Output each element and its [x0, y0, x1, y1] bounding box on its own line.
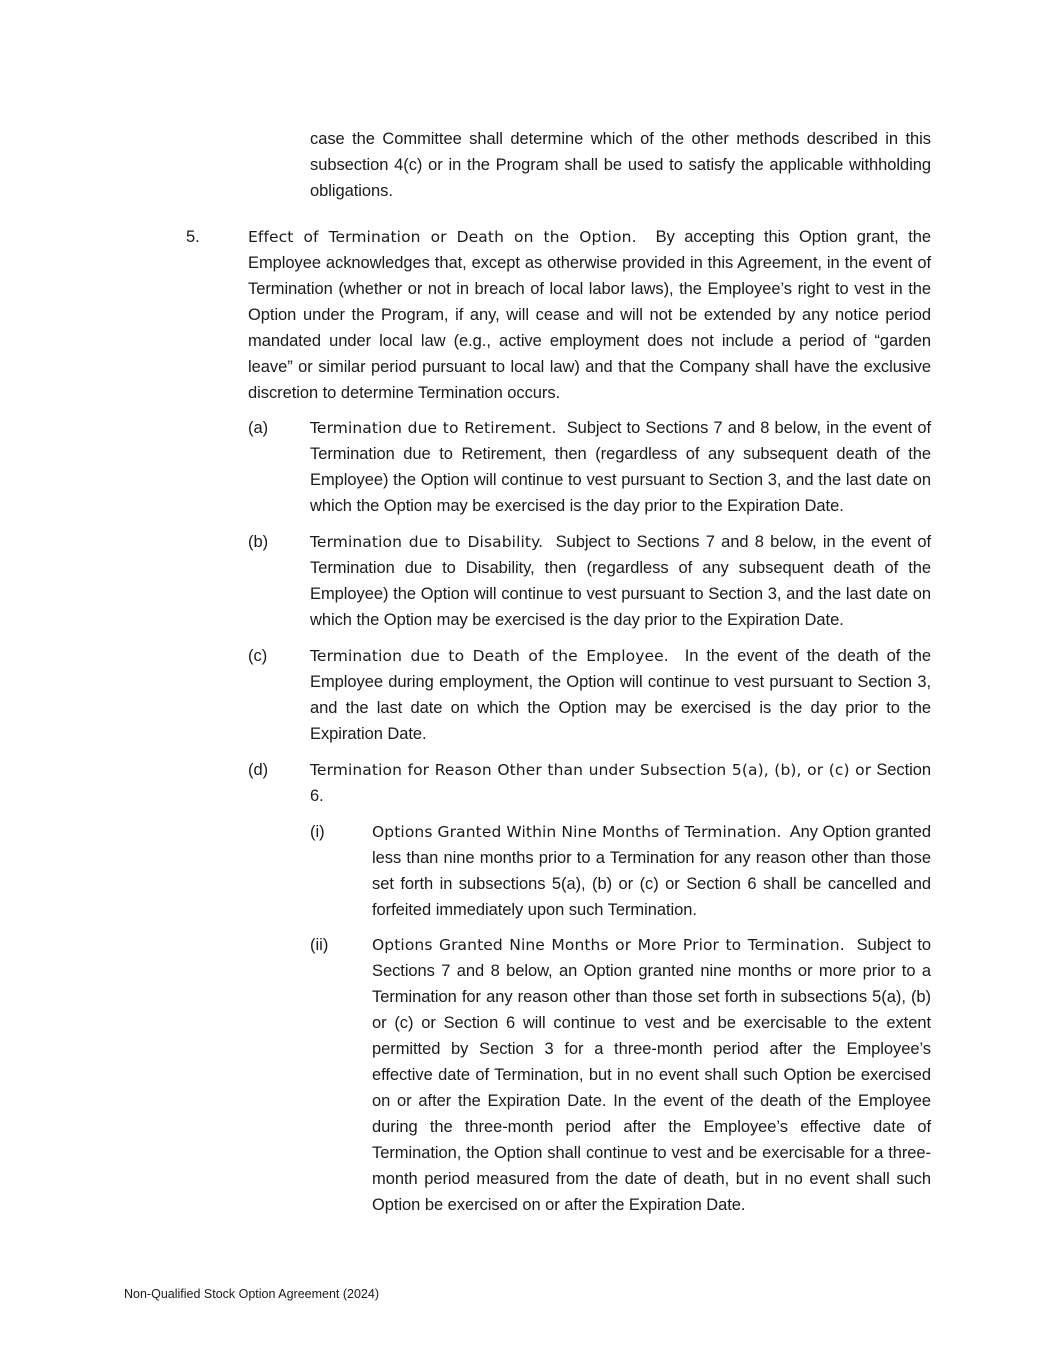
subsection-a-body: Subject to Sections 7 and 8 below, in the event of Termination due to Retirement, then (regardless of any subsequent death of the Employee) the Option will continue to vest pursuant to Section 3, and the last date on which the Option may be exercised is the day prior to the Expiration Date.	[310, 419, 932, 515]
section-5-heading: Effect of Termination or Death on the Option.	[248, 228, 637, 246]
subsection-a-paragraph	[310, 415, 931, 519]
subsection-d-paragraph	[310, 757, 931, 809]
subsection-c-body: In the event of the death of the Employee during employment, the Option will continue to vest pursuant to Section 3, and the last date on which the Option may be exercised is the day prior to the Expiration Date.	[310, 647, 931, 743]
section-5-number: 5.	[186, 228, 200, 246]
subsection-b-body: Subject to Sections 7 and 8 below, in the event of Termination due to Disability, then (regardless of any subsequent death of the Employee) the Option will continue to vest pursuant to Section 3, and the last date on which the Option may be exercised is the day prior to the Expiration Date.	[310, 533, 931, 629]
subsection-d-marker: (d)	[248, 761, 269, 779]
subsection-d-ii-marker: (ii)	[310, 936, 329, 954]
subsection-d-i-body: Any Option granted less than nine months prior to a Termination for any reason other than those set forth in subsections 5(a), (b) or (c) or Section 6 shall be cancelled and forfeited immediately upon such Termination.	[372, 823, 931, 919]
subsection-d-i-marker: (i)	[310, 823, 325, 841]
subsection-a-heading: Termination due to Retirement.	[310, 419, 557, 437]
subsection-d-i-heading: Options Granted Within Nine Months of Termination.	[372, 823, 782, 841]
subsection-b-marker: (b)	[248, 533, 269, 551]
subsection-d-ii-paragraph	[372, 932, 931, 1218]
subsection-c-heading: Termination due to Death of the Employee.	[310, 647, 669, 665]
subsection-d-heading: Termination for Reason Other than under Subsection 5(a), (b), or (c) or	[310, 761, 872, 779]
subsection-4c-continuation: case the Committee shall determine which of the other methods described in this subsection 4(c) or in the Program shall be used to satisfy the applicable withholding obligations.	[310, 130, 931, 200]
subsection-b-heading: Termination due to Disability.	[310, 533, 544, 551]
subsection-d-ii-body: Subject to Sections 7 and 8 below, an Option granted nine months or more prior to a Termination for any reason other than those set forth in subsections 5(a), (b) or (c) or Section 6 will continue to vest and be exercisable to the extent permitted by Section 3 for a three-month period after the Employee’s effective date of Termination, but in no event shall such Option be exercised on or after the Expiration Date. In the event of the death of the Employee during the three-month period after the Employee’s effective date of Termination, the Option shall continue to vest and be exercisable for a three-month period measured from the date of death, but in no event shall such Option be exercised on or after the Expiration Date.	[372, 936, 931, 1214]
section-5-body: By accepting this Option grant, the Employee acknowledges that, except as otherwise provided in this Agreement, in the event of Termination (whether or not in breach of local labor laws), the Employee’s right to vest in the Option under the Program, if any, will cease and will not be extended by any notice period mandated under local law (e.g., active employment does not include a period of “garden leave” or similar period pursuant to local law) and that the Company shall have the exclusive discretion to determine Termination occurs.	[248, 228, 931, 402]
subsection-c-paragraph	[310, 643, 931, 747]
subsection-d-body: Section 6.	[310, 761, 931, 805]
section-5-paragraph	[248, 224, 931, 406]
page-footer: Non-Qualified Stock Option Agreement (2024)	[124, 1287, 379, 1301]
subsection-b-paragraph	[310, 529, 931, 633]
subsection-d-i-paragraph	[372, 819, 931, 923]
subsection-d-ii-heading: Options Granted Nine Months or More Prior to Termination.	[372, 936, 845, 954]
subsection-a-marker: (a)	[248, 419, 269, 437]
subsection-c-marker: (c)	[248, 647, 268, 665]
